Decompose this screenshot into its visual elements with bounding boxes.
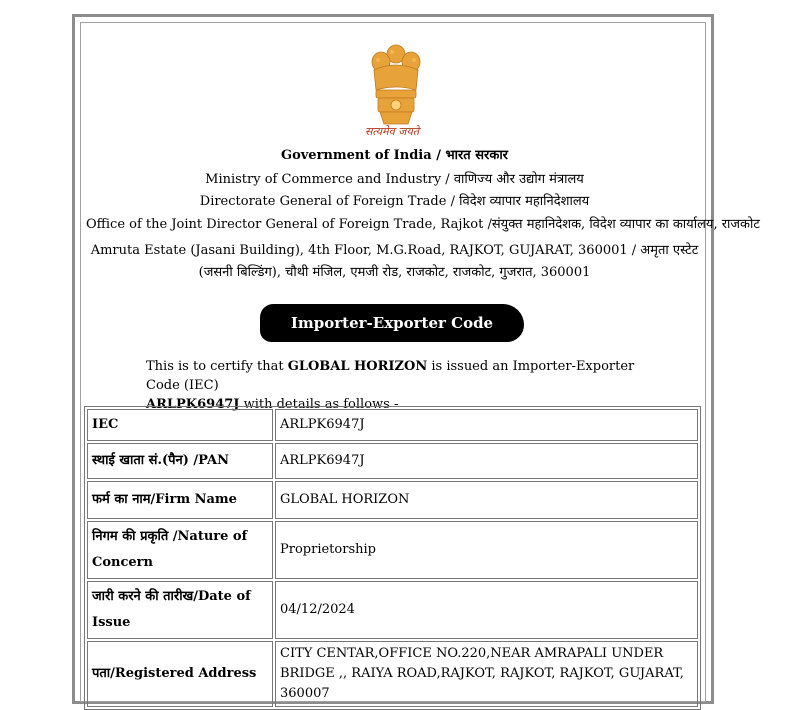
- table-row: [87, 409, 698, 441]
- row-value: 04/12/2024: [275, 581, 698, 639]
- cert-prefix: This is to certify that: [146, 359, 288, 374]
- office-line: Office of the Joint Director General of Foreign Trade, Rajkot /संयुक्त महानिदेशक, विदेश व्यापार का कार्यालय, राजकोट: [86, 217, 760, 232]
- cert-suffix: with details as follows -: [239, 397, 399, 412]
- cert-iec-code: ARLPK6947J: [146, 397, 240, 412]
- row-label: फर्म का नाम/Firm Name: [87, 481, 273, 519]
- table-row: [87, 581, 698, 639]
- table-row: [87, 641, 698, 707]
- cert-firm-name: GLOBAL HORIZON: [287, 359, 428, 374]
- ministry-line: Ministry of Commerce and Industry / वाणिज्य और उद्योग मंत्रालय: [205, 172, 584, 187]
- cert-middle: is issued an Importer-Exporter Code (IEC): [146, 359, 635, 393]
- row-value: GLOBAL HORIZON: [275, 481, 698, 519]
- row-label: स्थाई खाता सं.(पैन) /PAN: [87, 443, 273, 479]
- row-value: ARLPK6947J: [275, 409, 698, 441]
- row-label: पता/Registered Address: [87, 641, 273, 707]
- table-row: [87, 481, 698, 519]
- directorate-line: Directorate General of Foreign Trade / विदेश व्यापार महानिदेशालय: [199, 194, 590, 209]
- row-value: Proprietorship: [275, 521, 698, 579]
- row-label: IEC: [87, 409, 273, 441]
- row-label: जारी करने की तारीख/Date of Issue: [87, 581, 273, 639]
- details-table: [84, 406, 701, 710]
- document-title: Importer-Exporter Code: [290, 314, 494, 332]
- row-label: निगम की प्रकृति /Nature of Concern: [87, 521, 273, 579]
- table-row: [87, 443, 698, 479]
- office-address: Amruta Estate (Jasani Building), 4th Floor, M.G.Road, RAJKOT, GUJARAT, 360001 / अमृता एस्टेट (जसनी बिल्डिंग), चौथी मंजिल, एमजी रोड, राजकोट, राजकोट, गुजरात, 360001: [90, 243, 699, 280]
- emblem-motto: सत्यमेव जयते: [364, 125, 419, 138]
- row-value: ARLPK6947J: [275, 443, 698, 479]
- table-row: [87, 521, 698, 579]
- government-heading: Government of India / भारत सरकार: [280, 148, 508, 163]
- row-value: CITY CENTAR,OFFICE NO.220,NEAR AMRAPALI UNDER BRIDGE ,, RAIYA ROAD,RAJKOT, RAJKOT, RAJKOT, GUJARAT, 360007: [275, 641, 698, 707]
